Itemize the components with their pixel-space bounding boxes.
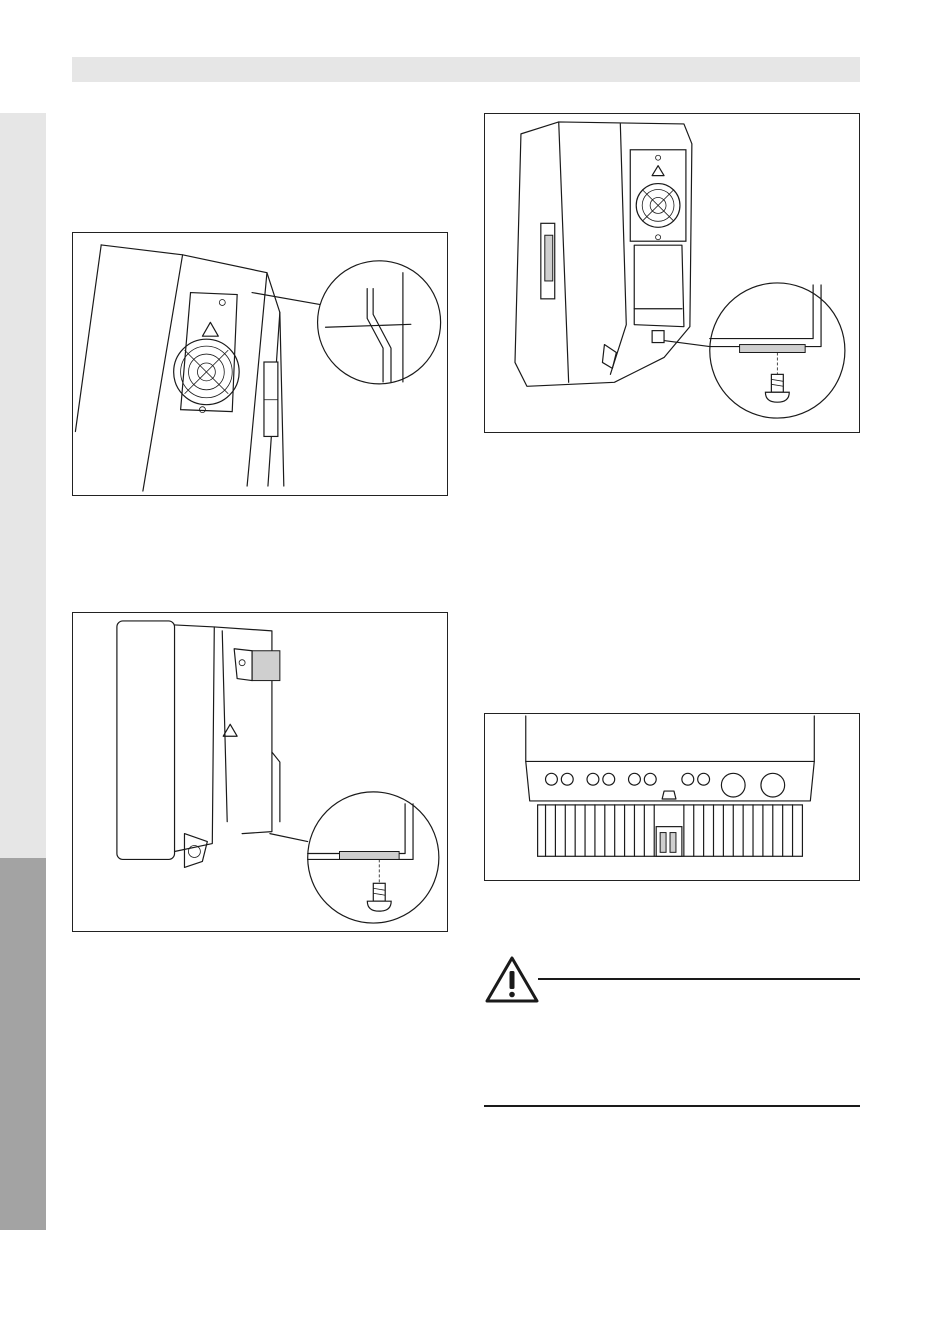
connector-icon bbox=[546, 773, 785, 799]
side-tab-light bbox=[0, 113, 46, 858]
header-bar bbox=[72, 57, 860, 82]
figure-inverter-bottom-connectors bbox=[484, 713, 860, 881]
figure-hang-inverter-on-bracket bbox=[72, 232, 448, 496]
figure-secure-inverter-screw-side bbox=[72, 612, 448, 932]
side-tab-dark bbox=[0, 858, 46, 1230]
warning-triangle-icon bbox=[484, 955, 540, 1005]
warning-rule-top bbox=[538, 978, 860, 980]
warning-block bbox=[484, 955, 860, 1110]
warning-rule-bottom bbox=[484, 1105, 860, 1107]
figure-secure-inverter-screw-perspective bbox=[484, 113, 860, 433]
